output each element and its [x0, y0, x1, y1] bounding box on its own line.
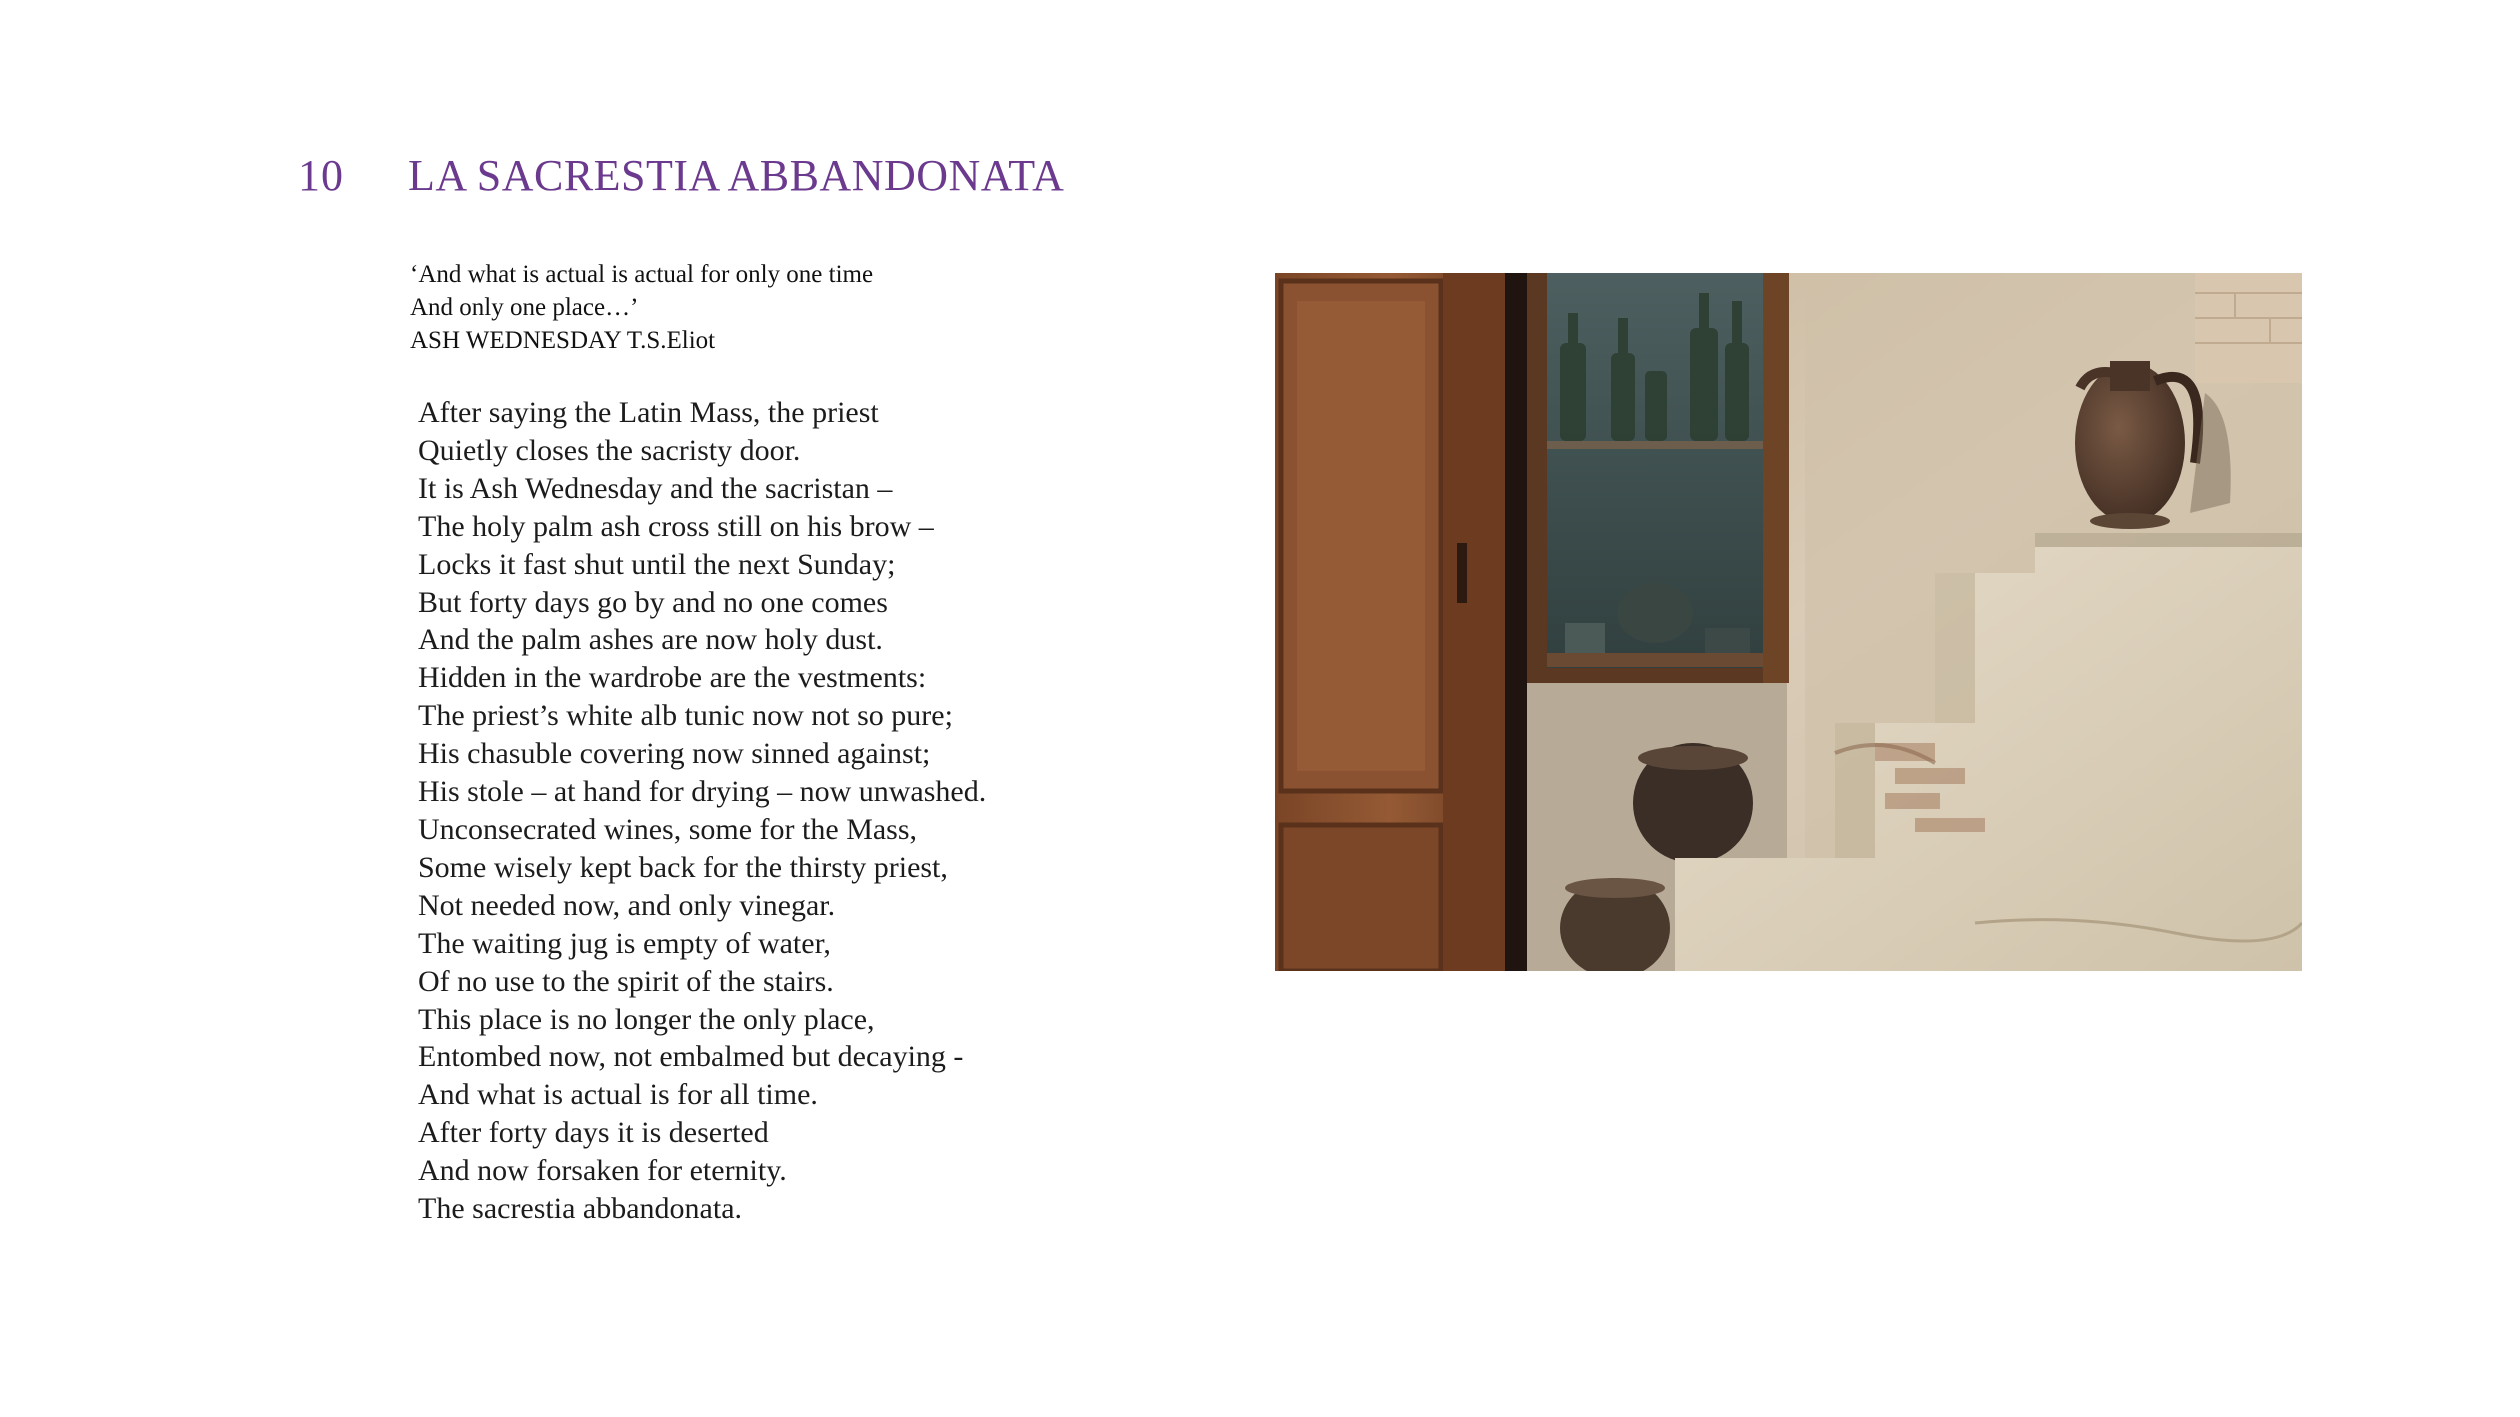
poem [418, 394, 986, 1228]
poem-line: The sacrestia abbandonata. [418, 1192, 743, 1226]
page-title: LA SACRESTIA ABBANDONATA [408, 151, 1065, 200]
page-number: 10 [298, 151, 344, 200]
poem-line: And what is actual is for all time. [418, 1078, 818, 1112]
poem-line: His chasuble covering now sinned against; [418, 737, 931, 771]
poem-line: But forty days go by and no one comes [418, 585, 888, 619]
poem-line: Not needed now, and only vinegar. [418, 888, 836, 922]
poem-line: This place is no longer the only place, [418, 1002, 875, 1036]
poem-line: Of no use to the spirit of the stairs. [418, 964, 834, 998]
poem-line: And the palm ashes are now holy dust. [418, 623, 883, 657]
epigraph [410, 258, 873, 357]
poem-line: The waiting jug is empty of water, [418, 926, 831, 960]
poem-line: Unconsecrated wines, some for the Mass, [418, 812, 918, 846]
poem-line: It is Ash Wednesday and the sacristan – [418, 471, 893, 505]
poem-line: The holy palm ash cross still on his brow – [418, 509, 934, 543]
epigraph-line: ‘And what is actual is actual for only one time [410, 261, 874, 288]
poem-line: The priest’s white alb tunic now not so pure; [418, 699, 953, 733]
poem-line: Entombed now, not embalmed but decaying - [418, 1040, 964, 1074]
poem-line: After saying the Latin Mass, the priest [418, 396, 879, 429]
poem-line: His stole – at hand for drying – now unwashed. [418, 775, 987, 809]
poem-line: Some wisely kept back for the thirsty priest, [418, 850, 948, 884]
epigraph-line: And only one place…’ [410, 294, 639, 321]
poem-line: Quietly closes the sacristy door. [418, 433, 801, 467]
poem-line: Hidden in the wardrobe are the vestments: [418, 661, 927, 695]
poem-line: And now forsaken for eternity. [418, 1154, 787, 1188]
poem-line: After forty days it is deserted [418, 1116, 769, 1150]
epigraph-source: ASH WEDNESDAY T.S.Eliot [410, 327, 716, 354]
sacristy-photograph [1275, 273, 2302, 971]
poem-line: Locks it fast shut until the next Sunday; [418, 547, 896, 581]
